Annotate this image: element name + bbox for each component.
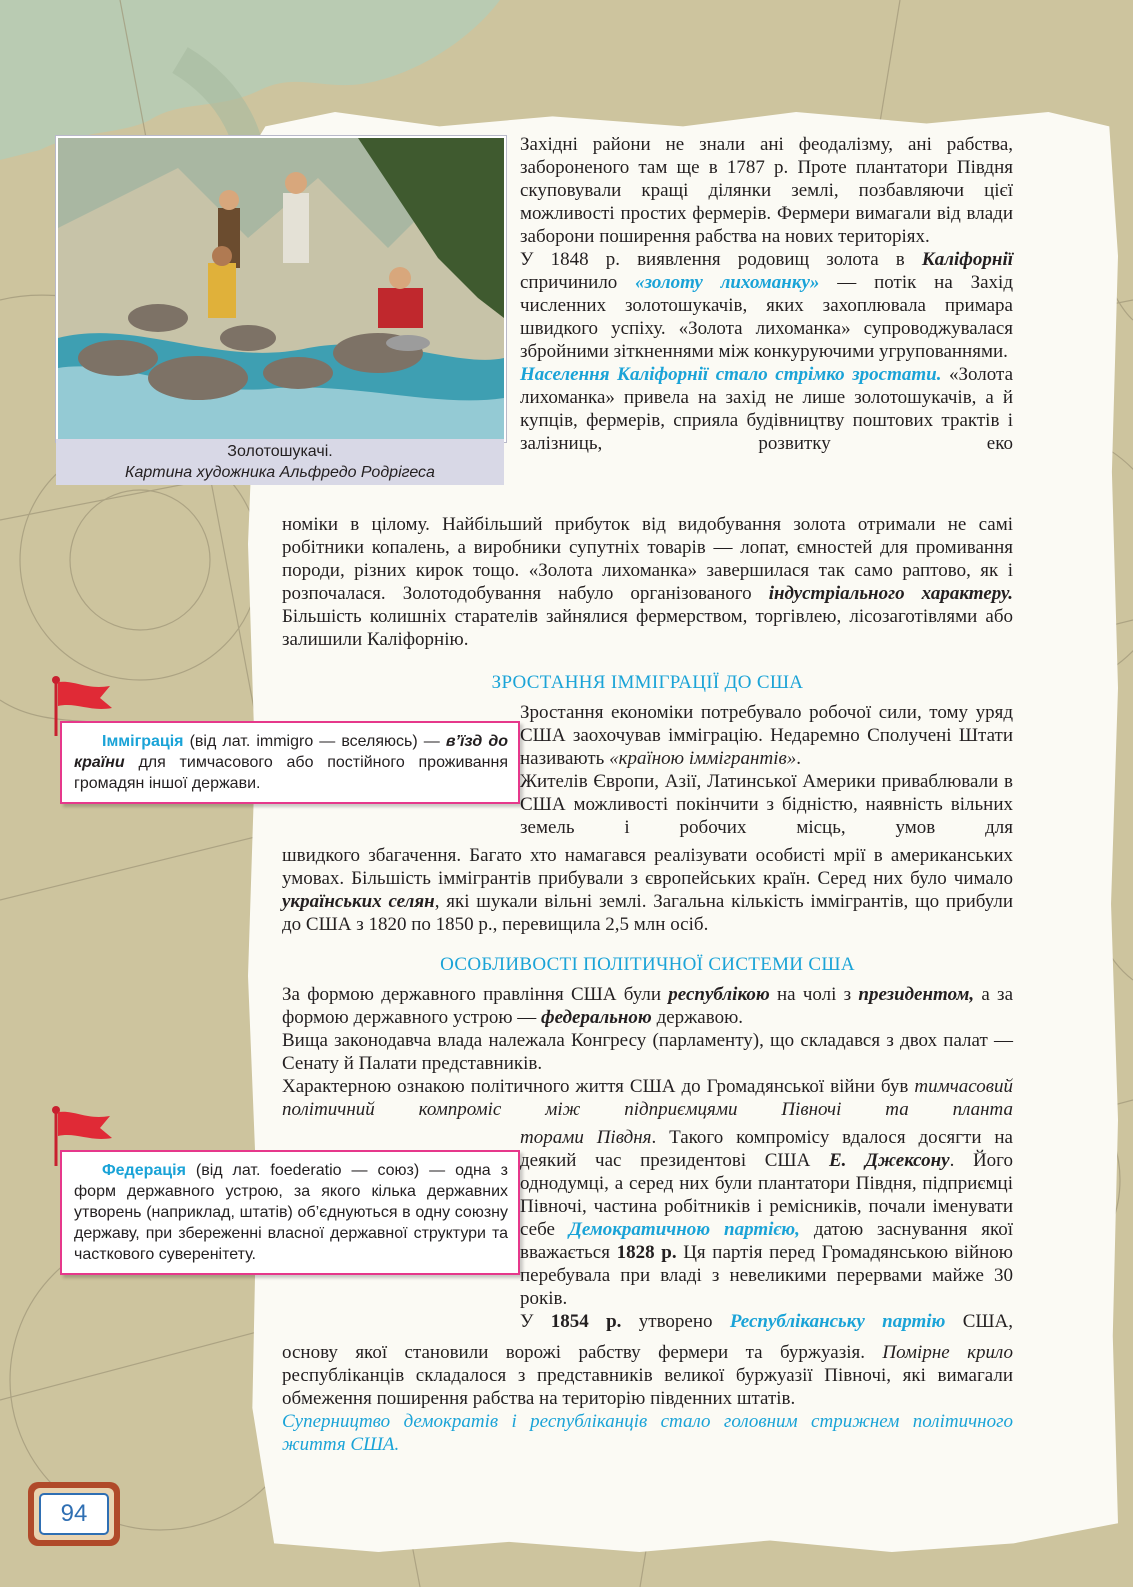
caption-author: Картина художника Альфредо Родрігеса — [125, 464, 435, 481]
immigration-paragraph-1: Зростання економіки потребувало робочої сили, тому уряд США заохочував імміграцію. Недаремно Сполучені Штати називають «країною іммігрантів». — [520, 702, 1013, 769]
definition-federation: Федерація (від лат. foederatio — союз) — одна з форм державного устрою, за якого кілька державних утворень (наприклад, штатів) об’єднуються в одну союзну державу, при збереженні власної державної структури та часткового суверенітету. — [60, 1150, 520, 1275]
immigration-paragraph-2: Жителів Європи, Азії, Латинської Америки приваблювали в США можливості покінчити з бідністю, наявність вільних земель і робочих місць, умов для — [520, 771, 1013, 838]
page-number: 94 — [60, 1500, 88, 1527]
intro-continuation: номіки в цілому. Найбільший прибуток від видобування золота отримали не самі робітники копалень, а виробники супутніх товарів — лопат, ємностей для промивання породи, різних кирок тощо. «Золота лихоманка» завершилася так само раптово, як і розпочалася. Золотодобування набуло організованого індустріального характеру. Більшість колишніх старателів зайнялися фермерством, торгівлею, лісозаготівлями або залишили Каліфорнію. — [282, 514, 1014, 650]
intro-column — [520, 133, 1013, 455]
political-column-right: торами Півдня. Такого компромісу вдалося досягти на деякий час президентові США Е. Джексону. Його однодумці, а серед них були плантатори Півдня, підприємці Півночі, частина робітників і ремісників, почали іменувати себе Демократичною партією, датою заснування якої вважається 1828 р. Ця партія перед Громадянською війною перебувала при владі з невеликими перервами майже 30 років. У 1854 р. утворено Республіканську партію США, — [520, 1127, 1014, 1332]
political-column-top — [282, 983, 1013, 1121]
gold-miners-painting — [56, 136, 506, 442]
heading-immigration: ЗРОСТАННЯ ІММІГРАЦІЇ ДО США — [491, 672, 804, 693]
definition-immigration: Імміграція (від лат. immigro — вселяюсь) — в’їзд до країни для тимчасового або постійного проживання громадян іншої держави. — [60, 721, 520, 804]
political-paragraph-3: Характерною ознакою політичного життя США до Громадянської війни був тимчасовий політичний компроміс між підприємцями Півночі та планта — [282, 1076, 1013, 1120]
political-paragraph-4: У 1854 р. утворено Республіканську партію США, — [520, 1311, 1014, 1332]
figure-caption — [56, 439, 504, 485]
intro-paragraph-1: Західні райони не знали ані феодалізму, ані рабства, забороненого там ще в 1787 р. Проте плантатори Півдня скуповували кращі ділянки землі, позбавляючи цієї можливості простих фермерів. Фермери вимагали від влади заборони поширення рабства на нових територіях. — [520, 134, 1013, 247]
heading-political-system: ОСОБЛИВОСТІ ПОЛІТИЧНОЇ СИСТЕМИ США — [440, 954, 855, 975]
intro-paragraph-3: Населення Каліфорнії стало стрімко зростати. «Золота лихоманка» привела на захід не лише золотошукачів, а й купців, фермерів, сприяла будівництву поштових трактів і залізниць, розвитку еко — [520, 364, 1013, 454]
political-conclusion: Суперництво демократів і республіканців стало головним стрижнем політичного життя США. — [282, 1411, 1013, 1455]
political-column-bottom: основу якої становили ворожі рабству фермери та буржуазія. Помірне крило республіканців складалося з представників великої буржуазії Півночі, які вимагали обмеження поширення рабства на територію південних штатів. Суперництво демократів і республіканців стало головним стрижнем політичного життя США. — [282, 1342, 1014, 1455]
immigration-continuation: швидкого збагачення. Багато хто намагався реалізувати особисті мрії в американських умовах. Більшість іммігрантів прибували з європейських країн. Серед них було чимало українських селян, які шукали вільні землі. Загальна кількість іммігрантів, що прибули до США з 1820 по 1850 р., перевищила 2,5 млн осіб. — [282, 845, 1014, 935]
political-paragraph-2: Вища законодавча влада належала Конгресу (парламенту), що складався з двох палат — Сенату й Палати представників. — [282, 1030, 1013, 1074]
immigration-column — [520, 701, 1013, 839]
page-number-badge — [24, 1478, 124, 1550]
intro-paragraph-2: У 1848 р. виявлення родовищ золота в Каліфорнії спричинило «золоту лихоманку» — потік на Захід численних золотошукачів, яких захоплювала примара швидкого успіху. «Золота лихоманка» супроводжувалася збройними зіткненнями між конкуруючими угрупованнями. — [520, 249, 1013, 362]
caption-title: Золотошукачі. — [227, 443, 333, 460]
political-paragraph-1: За формою державного правління США були республікою на чолі з президентом, а за формою державного устрою — федеральною державою. — [282, 984, 1013, 1028]
